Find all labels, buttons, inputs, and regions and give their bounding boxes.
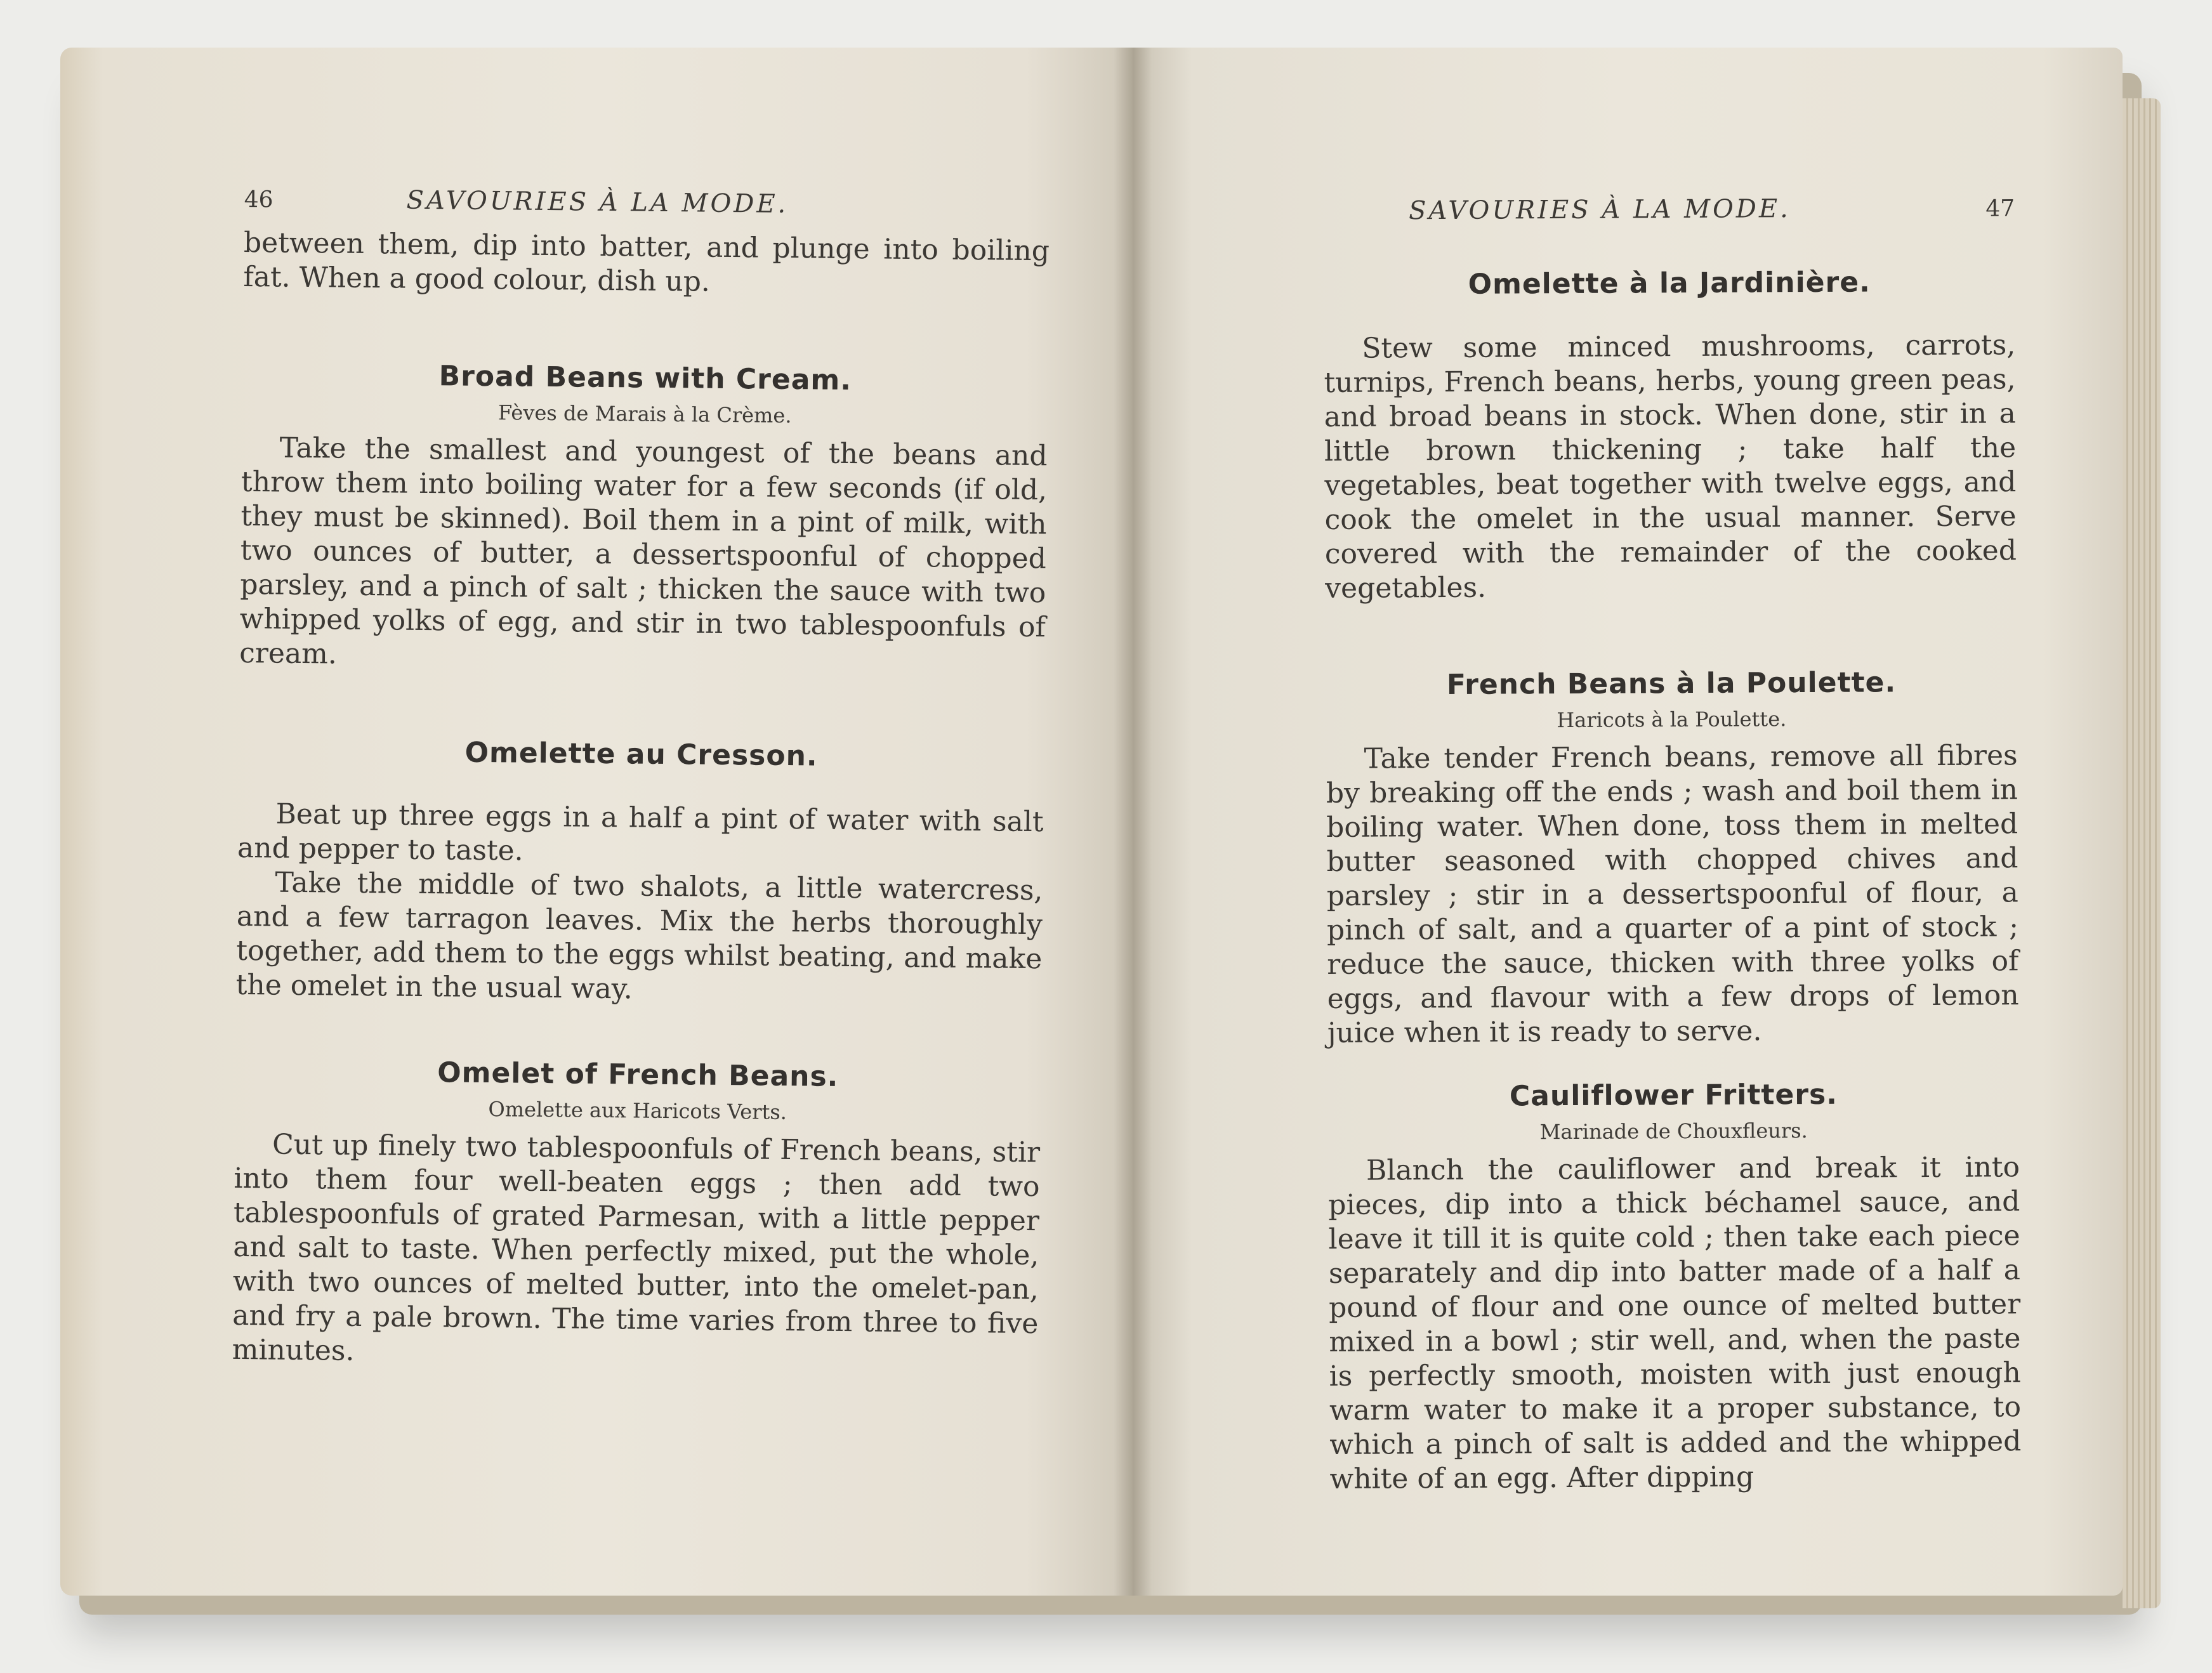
page-number: 46 — [244, 186, 273, 213]
recipe-title: French Beans à la Poulette. — [1446, 666, 1897, 701]
page-number: 47 — [1985, 195, 2015, 222]
recipe-paragraph: Stew some minced mushrooms, carrots, turnips, French beans, herbs, young green peas, and broad beans in stock. When done, stir in a little brown thickening ; take half the vegetables, beat together with twelve eggs, and cook the omelet in the usual manner. Serve covered with the remainder of the cooked vegetables. — [1324, 329, 2017, 605]
recipe-subtitle: Omelette aux Haricots Verts. — [488, 1097, 787, 1125]
left-page-content — [232, 184, 1050, 1375]
recipe-subtitle: Marinade de Chouxfleurs. — [1539, 1119, 1808, 1145]
recipe-paragraph: Take tender French beans, remove all fibres by breaking off the ends ; wash and boil them in boiling water. When done, toss them in melted butter seasoned with chopped chives and parsley ; stir in a dessertspoonful of flour, a pinch of salt, and a quarter of a pint of stock ; reduce the sauce, thicken with three yolks of eggs, and flavour with a few drops of lemon juice when it is ready to serve. — [1326, 739, 2019, 1049]
recipe-title: Omelet of French Beans. — [437, 1056, 839, 1093]
recipe-paragraph: Take the middle of two shalots, a little watercress, and a few tarragon leaves. Mix the herbs thoroughly together, add them to the eggs whilst beating, and make the omelet in the usual way. — [235, 866, 1043, 1006]
running-head-right — [1323, 193, 2015, 226]
right-page — [1133, 48, 2123, 1596]
running-head-left — [244, 184, 1050, 221]
book-gutter — [1114, 48, 1152, 1596]
running-title: SAVOURIES À LA MODE. — [1408, 194, 1791, 226]
recipe-title: Omelette à la Jardinière. — [1468, 266, 1871, 301]
recipe-subtitle: Fèves de Marais à la Crème. — [497, 400, 792, 428]
right-page-content — [1323, 193, 2022, 1497]
recipe-title: Broad Beans with Cream. — [438, 360, 852, 397]
page-edges — [2123, 98, 2161, 1608]
recipe-paragraph: Beat up three eggs in a half a pint of water with salt and pepper to taste. — [237, 797, 1044, 867]
running-title: SAVOURIES À LA MODE. — [406, 185, 789, 219]
recipe-subtitle: Haricots à la Poulette. — [1557, 707, 1787, 733]
left-page — [60, 48, 1133, 1596]
continuation-text: between them, dip into batter, and plunge into boiling fat. When a good colour, dish up. — [243, 226, 1050, 298]
recipe-title: Cauliflower Fritters. — [1509, 1078, 1838, 1113]
open-book — [60, 48, 2148, 1615]
recipe-paragraph: Cut up finely two tablespoonfuls of French beans, stir into them four well-beaten eggs ; then add two tablespoonfuls of grated Parmesan, with a little pepper and salt to taste. When perfectly mixed, put the whole, with two ounces of melted butter, into the omelet-pan, and fry a pale brown. The time varies from three to five minutes. — [232, 1128, 1041, 1367]
recipe-title: Omelette au Cresson. — [464, 736, 818, 773]
recipe-paragraph: Blanch the cauliflower and break it into pieces, dip into a thick béchamel sauce, and leave it till it is quite cold ; then take each piece separately and dip into batter made of a half a pound of flour and one ounce of melted butter mixed in a bowl ; stir well, and, when the paste is perfectly smooth, moisten with just enough warm water to make it a proper substance, to which a pinch of salt is added and the whipped white of an egg. After dipping — [1328, 1151, 2022, 1495]
recipe-paragraph: Take the smallest and youngest of the beans and throw them into boiling water for a few seconds (if old, they must be skinned). Boil them in a pint of milk, with two ounces of butter, a dessertspoonful of chopped parsley, and a pinch of salt ; thicken the sauce with two whipped yolks of egg, and stir in two tablespoonfuls of cream. — [239, 431, 1048, 671]
